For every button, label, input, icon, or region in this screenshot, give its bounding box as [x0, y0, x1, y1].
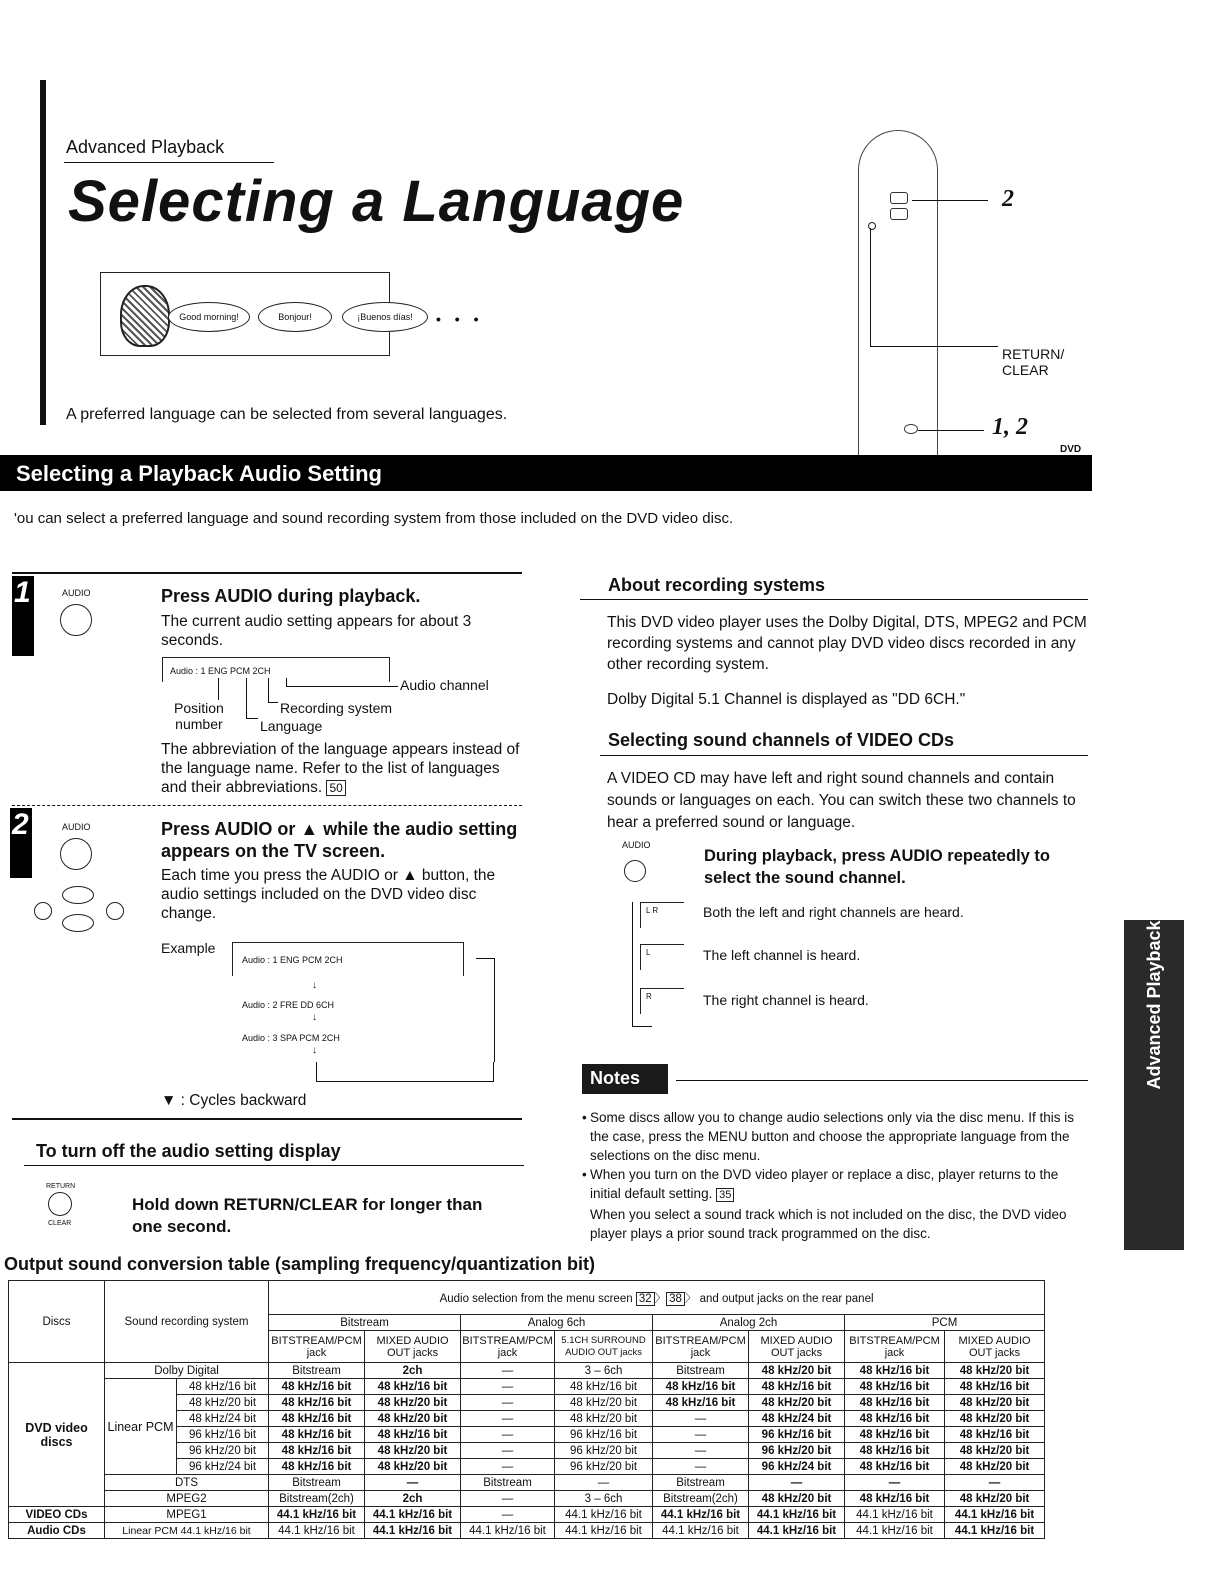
- channel-cycle-line: [632, 1026, 652, 1027]
- note-item: • Some discs allow you to change audio selections only via the disc menu. If this is the case, press the MENU button and choose the appropriate language from the selections on the disc menu.: [582, 1108, 1087, 1165]
- linear-pcm-label: Linear PCM: [105, 1379, 177, 1475]
- label-position-number: Position number: [174, 700, 224, 732]
- vcd-text: A VIDEO CD may have left and right sound channels and contain sounds or languages on each. You can switch these two channels to hear a preferred sound or language.: [607, 770, 1076, 831]
- group-analog-6ch: Analog 6ch: [461, 1315, 653, 1331]
- section-bar: Selecting a Playback Audio Setting: [0, 455, 1092, 491]
- section-intro: 'ou can select a preferred language and sound recording system from those included on the DVD video disc.: [14, 510, 734, 527]
- disc-vcd: VIDEO CDs: [9, 1507, 105, 1523]
- step-number-2: 2: [10, 808, 32, 878]
- table-row: DTS Bitstream — Bitstream — Bitstream — — —: [9, 1475, 1045, 1491]
- speech-bubble: Good morning!: [168, 302, 250, 332]
- section-label: Advanced Playback: [66, 137, 225, 157]
- audio-button-icon: [60, 838, 92, 870]
- channel-code: R: [646, 992, 652, 1001]
- notes-list: [582, 1108, 1087, 1243]
- table-row: 96 kHz/16 bit 48 kHz/16 bit 48 kHz/16 bit — 96 kHz/16 bit — 96 kHz/16 bit 48 kHz/16 bit 48 kHz/16 bit: [9, 1427, 1045, 1443]
- table-title: Output sound conversion table (sampling frequency/quantization bit): [4, 1254, 596, 1274]
- page-ref: 35: [716, 1188, 734, 1202]
- return-clear-button-icon: [48, 1192, 72, 1216]
- callout-line: [918, 430, 984, 431]
- speech-bubble: ¡Buenos días!: [342, 302, 428, 332]
- header-audio-selection: Audio selection from the menu screen 32 〉 38 〉 and output jacks on the rear panel: [269, 1281, 1045, 1315]
- table-row: 96 kHz/24 bit 48 kHz/16 bit 48 kHz/20 bit — 96 kHz/20 bit — 96 kHz/24 bit 48 kHz/16 bit 48 kHz/20 bit: [9, 1459, 1045, 1475]
- channel-code: L R: [646, 906, 659, 915]
- example-line-2: Audio : 2 FRE DD 6CH: [242, 1000, 335, 1010]
- sub-header: MIXED AUDIO OUT jacks: [749, 1331, 845, 1363]
- example-line-1: Audio : 1 ENG PCM 2CH: [242, 955, 343, 965]
- up-button-icon: [890, 192, 908, 204]
- side-tab-label: Advanced Playback: [1144, 920, 1164, 1090]
- note-item: • When you turn on the DVD video player or replace a disc, player returns to the initial default setting. 35: [582, 1165, 1087, 1205]
- table-row: VIDEO CDs MPEG1 44.1 kHz/16 bit 44.1 kHz/16 bit — 44.1 kHz/16 bit 44.1 kHz/16 bit 44.1 kHz/16 bit 44.1 kHz/16 bit 44.1 kHz/16 bit: [9, 1507, 1045, 1523]
- audio-button-icon: [624, 860, 646, 882]
- cycle-line: [494, 958, 495, 1062]
- step-2-title: Press AUDIO or ▲ while the audio setting appears on the TV screen.: [161, 819, 518, 861]
- pointer-line: [268, 678, 269, 702]
- disc-dvd: DVD video discs: [9, 1363, 105, 1507]
- notes-badge: Notes: [582, 1064, 668, 1094]
- label-recording-system: Recording system: [280, 700, 393, 716]
- channel-code: L: [646, 948, 651, 957]
- table-row: Linear PCM 48 kHz/16 bit 48 kHz/16 bit 48 kHz/16 bit — 48 kHz/16 bit 48 kHz/16 bit 48 kHz/16 bit 48 kHz/16 bit 48 kHz/16 bit: [9, 1379, 1045, 1395]
- group-analog-2ch: Analog 2ch: [653, 1315, 845, 1331]
- table-row: 48 kHz/24 bit 48 kHz/16 bit 48 kHz/20 bit — 48 kHz/20 bit — 48 kHz/24 bit 48 kHz/16 bit 48 kHz/20 bit: [9, 1411, 1045, 1427]
- sub-header: 5.1CH SURROUND AUDIO OUT jacks: [555, 1331, 653, 1363]
- about-text-1: This DVD video player uses the Dolby Digital, DTS, MPEG2 and PCM recording systems and cannot play DVD video discs recorded in any other recording system.: [607, 614, 1087, 673]
- channel-desc: The right channel is heard.: [703, 992, 869, 1008]
- display-text: Audio : 1 ENG PCM 2CH: [170, 666, 271, 676]
- pointer-line: [286, 678, 287, 686]
- step-divider: [12, 805, 522, 806]
- heading-underline: [600, 755, 1088, 756]
- left-arrow-button-icon: [34, 902, 52, 920]
- vcd-instruction: During playback, press AUDIO repeatedly to select the sound channel.: [704, 847, 1050, 887]
- sub-header: MIXED AUDIO OUT jacks: [945, 1331, 1045, 1363]
- callout-line: [912, 200, 988, 201]
- notes-rule: [676, 1080, 1088, 1081]
- dvd-label: DVD: [1060, 444, 1082, 455]
- page-ref: 50: [326, 780, 345, 796]
- cycle-line: [316, 1062, 494, 1082]
- return-label: RETURN: [46, 1183, 76, 1190]
- about-text-2: Dolby Digital 5.1 Channel is displayed as "DD 6CH.": [607, 691, 966, 708]
- example-label: Example: [161, 940, 216, 956]
- arrow-down: ↓: [312, 980, 317, 991]
- sub-header: BITSTREAM/PCM jack: [461, 1331, 555, 1363]
- step-number-1: 1: [12, 576, 34, 656]
- conversion-table: [8, 1280, 1045, 1539]
- header-system: Sound recording system: [105, 1281, 269, 1363]
- sub-header: BITSTREAM/PCM jack: [653, 1331, 749, 1363]
- cycle-line: [476, 958, 494, 959]
- table-row: DVD video discs Dolby Digital Bitstream 2ch — 3 – 6ch Bitstream 48 kHz/20 bit 48 kHz/16 bit 48 kHz/20 bit: [9, 1363, 1045, 1379]
- table-row: 48 kHz/20 bit 48 kHz/16 bit 48 kHz/20 bit — 48 kHz/20 bit 48 kHz/16 bit 48 kHz/20 bit 48 kHz/16 bit 48 kHz/20 bit: [9, 1395, 1045, 1411]
- sub-header: BITSTREAM/PCM jack: [269, 1331, 365, 1363]
- callout-2: 2: [1002, 186, 1014, 212]
- turn-off-heading: To turn off the audio setting display: [36, 1141, 341, 1161]
- right-arrow-button-icon: [106, 902, 124, 920]
- person-icon: [120, 285, 170, 347]
- pointer-line: [286, 686, 398, 687]
- step-1-title: Press AUDIO during playback.: [161, 586, 421, 606]
- section-label-underline: [64, 162, 274, 163]
- step-divider: [12, 572, 522, 574]
- sub-header: MIXED AUDIO OUT jacks: [365, 1331, 461, 1363]
- disc-audio-cd: Audio CDs: [9, 1523, 105, 1539]
- pointer-line: [246, 678, 247, 718]
- pointer-line: [218, 678, 219, 700]
- step-2-text: Each time you press the AUDIO or ▲ button, the audio settings included on the DVD video disc change.: [161, 867, 496, 922]
- speech-bubble: Bonjour!: [258, 302, 332, 332]
- callout-line: [870, 228, 871, 346]
- intro-text: A preferred language can be selected from several languages.: [66, 406, 508, 423]
- label-audio-channel: Audio channel: [400, 677, 489, 693]
- example-line-3: Audio : 3 SPA PCM 2CH: [242, 1033, 340, 1043]
- down-button-icon: [890, 208, 908, 220]
- callout-1-2: 1, 2: [992, 414, 1028, 440]
- up-arrow-button-icon: [62, 886, 94, 904]
- sub-header: BITSTREAM/PCM jack: [845, 1331, 945, 1363]
- header-discs: Discs: [9, 1281, 105, 1363]
- turn-off-text: Hold down RETURN/CLEAR for longer than one second.: [132, 1195, 483, 1236]
- callout-return-clear: RETURN/ CLEAR: [1002, 346, 1065, 378]
- channel-desc: Both the left and right channels are heard.: [703, 904, 964, 920]
- channel-desc: The left channel is heard.: [703, 947, 861, 963]
- audio-button-icon: [904, 424, 918, 434]
- audio-button-label: AUDIO: [62, 588, 91, 598]
- cycles-backward-note: ▼ : Cycles backward: [161, 1092, 307, 1109]
- down-arrow-button-icon: [62, 914, 94, 932]
- step-1-text: The current audio setting appears for about 3 seconds.: [161, 613, 472, 649]
- audio-button-icon: [60, 604, 92, 636]
- ellipsis-dots: • • •: [436, 311, 484, 327]
- group-pcm: PCM: [845, 1315, 1045, 1331]
- label-language: Language: [260, 718, 323, 734]
- step-1-text-2: The abbreviation of the language appears instead of the language name. Refer to the list of languages and their abbreviations. 50: [161, 741, 520, 796]
- left-margin-bar: [40, 80, 46, 425]
- heading-underline: [580, 599, 1088, 600]
- note-item-continued: When you select a sound track which is not included on the disc, the DVD video player plays a prior sound track programmed on the disc.: [590, 1207, 1067, 1241]
- about-heading: About recording systems: [608, 575, 826, 595]
- channel-cycle-line: [632, 902, 633, 1026]
- table-row: 96 kHz/20 bit 48 kHz/16 bit 48 kHz/20 bit — 96 kHz/20 bit — 96 kHz/20 bit 48 kHz/16 bit 48 kHz/20 bit: [9, 1443, 1045, 1459]
- vcd-heading: Selecting sound channels of VIDEO CDs: [608, 730, 955, 750]
- callout-line: [870, 346, 998, 347]
- table-row: Audio CDs Linear PCM 44.1 kHz/16 bit 44.1 kHz/16 bit 44.1 kHz/16 bit 44.1 kHz/16 bit 44.1 kHz/16 bit 44.1 kHz/16 bit 44.1 kHz/16 bit 44.1 kHz/16 bit 44.1 kHz/16 bit: [9, 1523, 1045, 1539]
- audio-button-label: AUDIO: [622, 840, 651, 850]
- pointer-line: [268, 702, 278, 703]
- clear-label: CLEAR: [48, 1220, 72, 1227]
- table-row: MPEG2 Bitstream(2ch) 2ch — 3 – 6ch Bitstream(2ch) 48 kHz/20 bit 48 kHz/16 bit 48 kHz/20 bit: [9, 1491, 1045, 1507]
- arrow-down: ↓: [312, 1012, 317, 1023]
- pointer-line: [246, 718, 258, 719]
- audio-button-label: AUDIO: [62, 822, 91, 832]
- arrow-down: ↓: [312, 1045, 317, 1056]
- step-divider: [12, 1118, 522, 1120]
- heading-underline: [24, 1165, 524, 1166]
- group-bitstream: Bitstream: [269, 1315, 461, 1331]
- page-title: Selecting a Language: [68, 169, 685, 234]
